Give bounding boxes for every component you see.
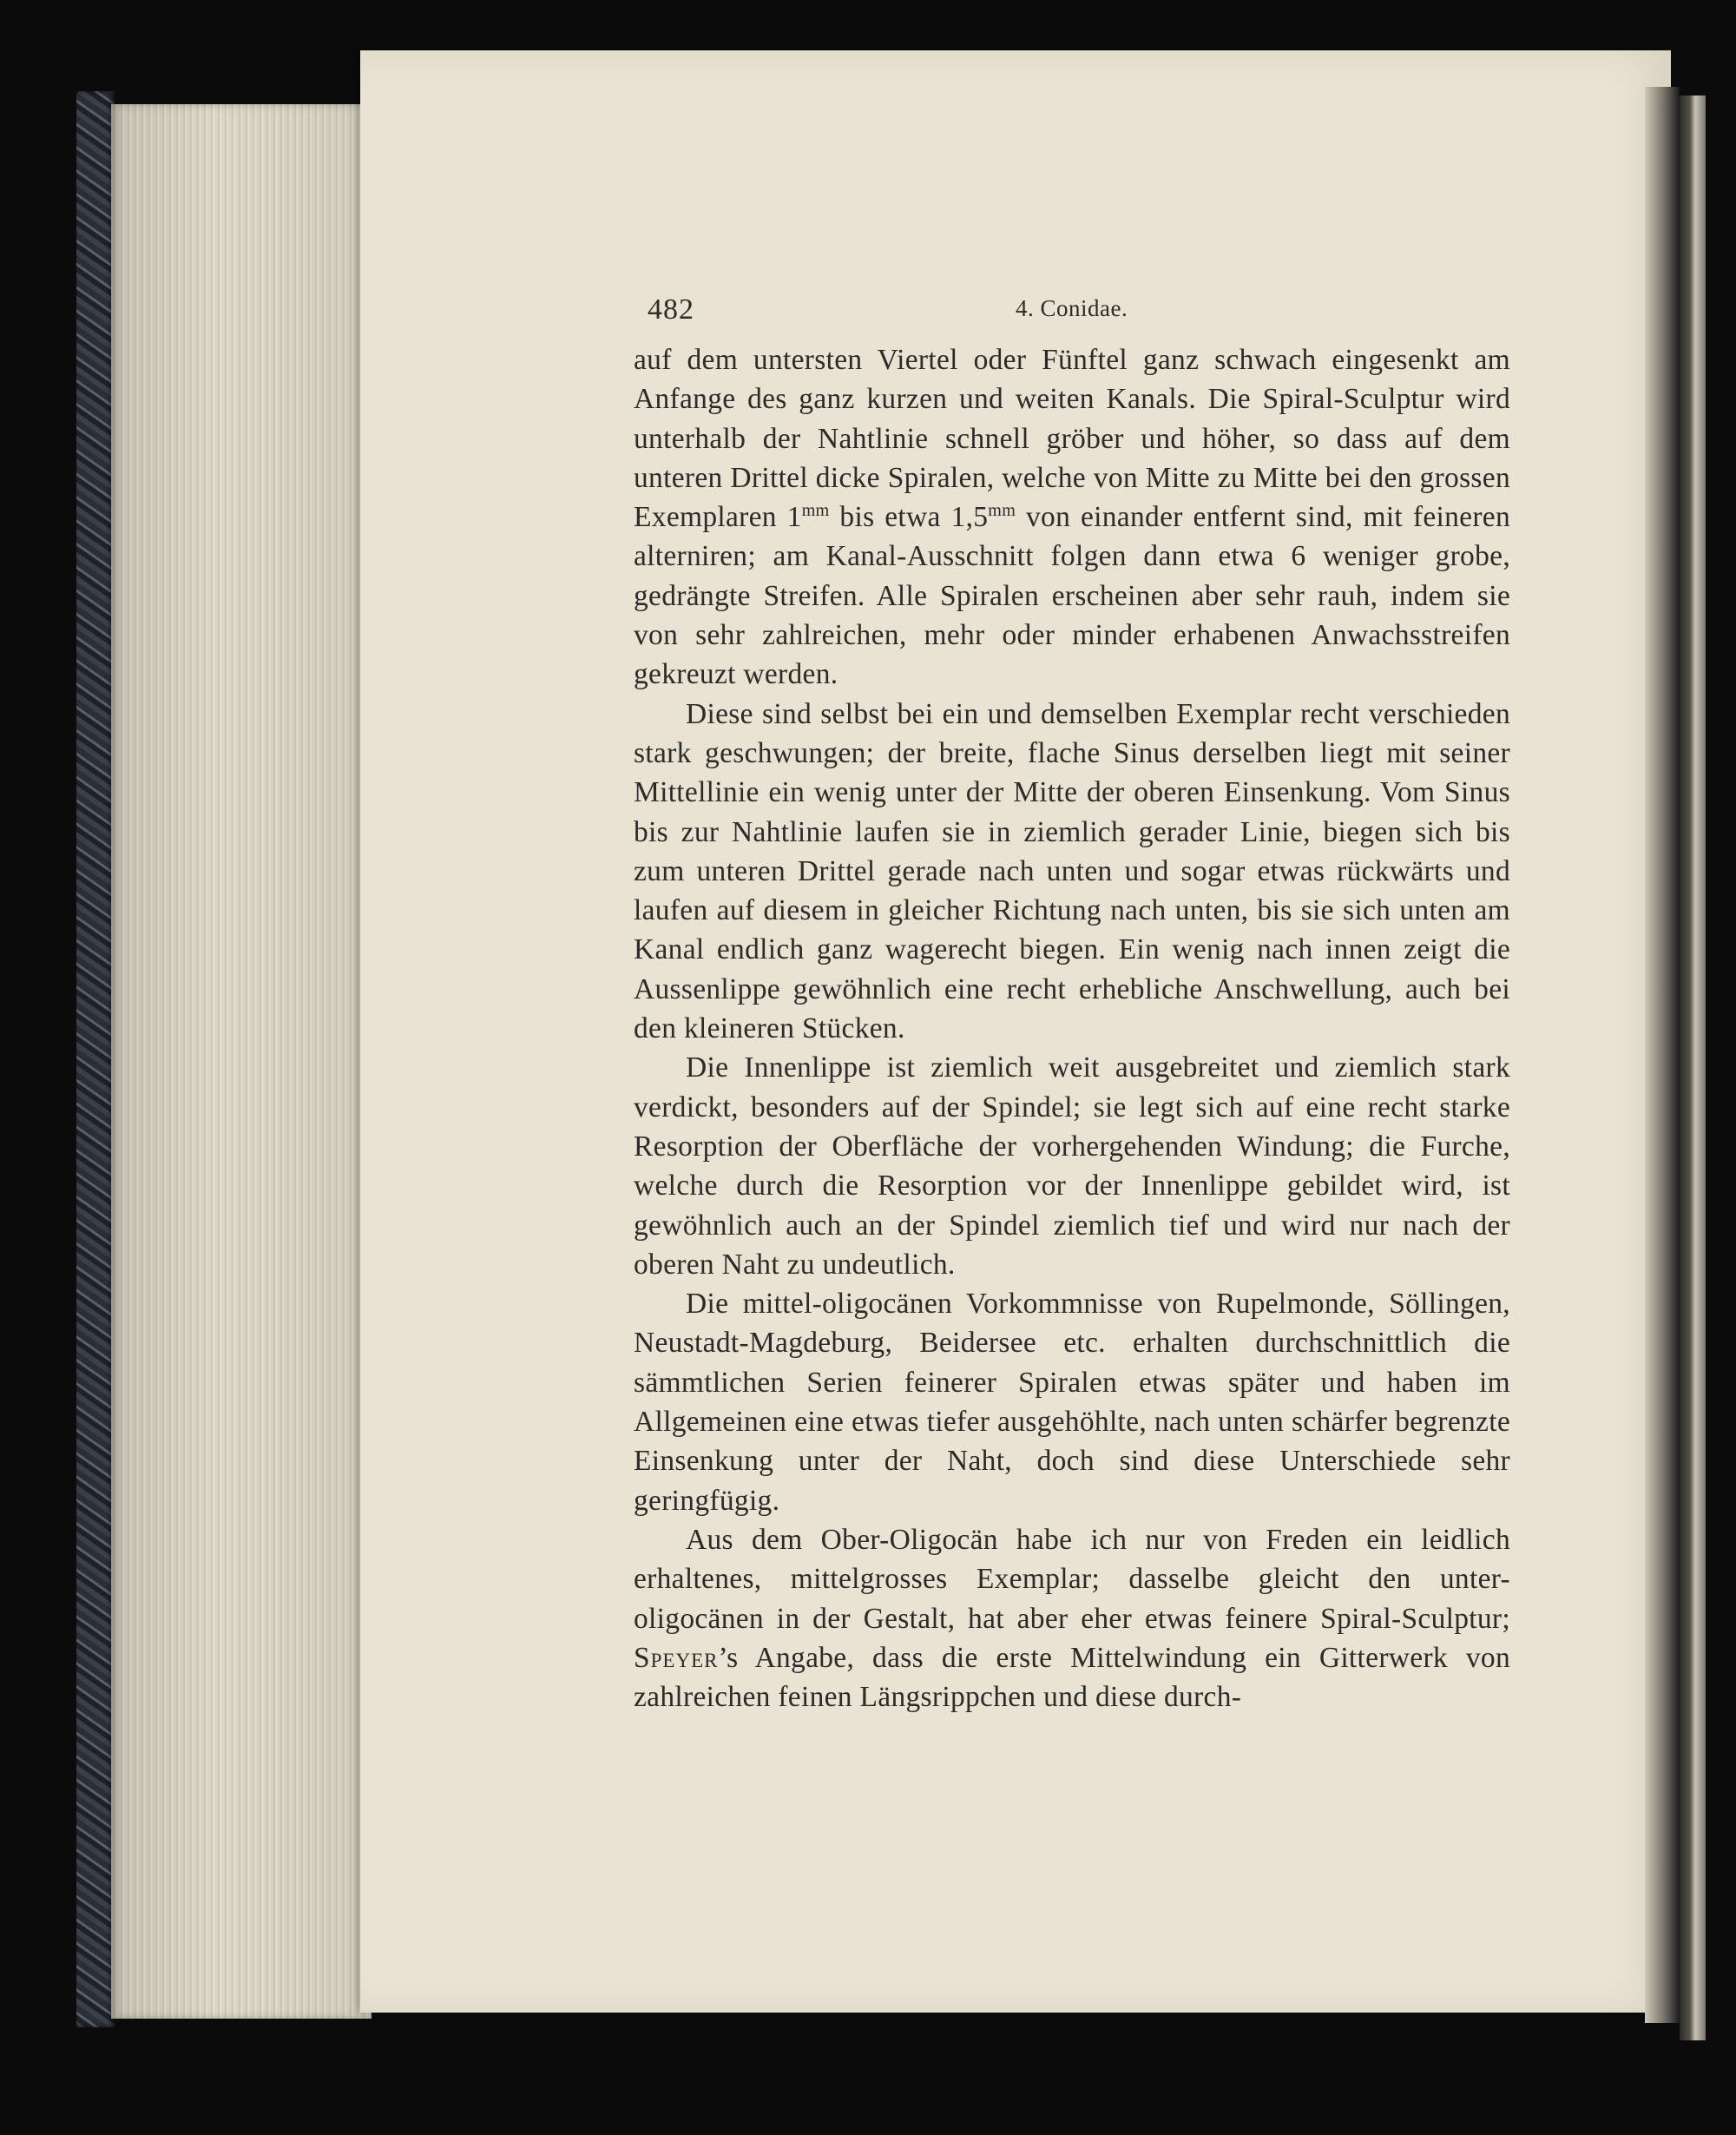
page-stack-shadow bbox=[111, 104, 372, 2019]
page-number: 482 bbox=[648, 293, 694, 326]
paragraph-5 bbox=[634, 1520, 1510, 1717]
paragraph-3: Die Innenlippe ist ziemlich weit ausgebreitet und ziemlich stark verdickt, besonders auf der Spindel; sie legt sich auf eine recht starke Resorption der Oberfläche der vorhergehenden Windung; die Furche, welche durch die Resorption vor der Innenlippe gebildet wird, ist gewöhnlich auch an der Spindel ziemlich tief und wird nur nach der oberen Naht zu undeutlich. bbox=[634, 1051, 1510, 1281]
paragraph-4: Die mittel-oligocänen Vorkommnisse von Rupelmonde, Söllingen, Neustadt-Magdeburg, Beidersee etc. erhalten durchschnittlich die sämmtlichen Serien feinerer Spiralen etwas später und haben im Allgemeinen eine etwas tiefer ausgehöhlte, nach unten schärfer begrenzte Einsenkung unter der Naht, doch sind diese Unterschiede sehr geringfügig. bbox=[634, 1288, 1510, 1517]
paragraph-5-text-a: Aus dem Ober-Oligocän habe ich nur von Freden ein leidlich erhaltenes, mittelgrosses Exemplar; dasselbe gleicht den unter-oligocänen in der Gestalt, hat aber eher etwas feinere Spiral-Sculptur; bbox=[634, 1523, 1510, 1635]
paragraph-2: Diese sind selbst bei ein und demselben Exemplar recht verschieden stark geschwungen; der breite, flache Sinus derselben liegt mit seiner Mittellinie ein wenig unter der Mitte der oberen Einsenkung. Vom Sinus bis zur Nahtlinie laufen sie in ziemlich gerader Linie, biegen sich bis zum unteren Drittel gerade nach unten und sogar etwas rückwärts und laufen auf diesem in gleicher Richtung nach unten, bis sie sich unten am Kanal endlich ganz wagerecht biegen. Ein wenig nach innen zeigt die Aussenlippe gewöhnlich eine recht erhebliche Anschwellung, auch bei den kleineren Stücken. bbox=[634, 697, 1510, 1045]
page-gutter bbox=[1645, 87, 1680, 2023]
paragraph-5-text-b: ’s Angabe, dass die erste Mittelwindung ein Gitterwerk von zahlreichen feinen Längsrippchen und diese durch- bbox=[634, 1641, 1510, 1714]
page-text-block bbox=[634, 293, 1510, 1717]
paragraph-1-text-a: auf dem untersten Viertel oder Fünftel ganz schwach eingesenkt am Anfange des ganz kurzen und weiten Kanals. Die Spiral-Sculptur wird unterhalb der Nahtlinie schnell gröber und höher, so dass auf dem unteren Drittel dicke Spiralen, welche von Mitte zu Mitte bei den grossen Exemplaren 1 bbox=[634, 344, 1510, 534]
paragraph-1-text-b: bis etwa 1,5 bbox=[829, 501, 989, 534]
facing-page-edge bbox=[1680, 96, 1706, 2040]
paragraph-1-text-c: von einander entfernt sind, mit feineren alterniren; am Kanal-Ausschnitt folgen dann etwa 6 weniger grobe, gedrängte Streifen. Alle Spiralen erscheinen aber sehr rauh, indem sie von sehr zahlreichen, mehr oder minder erhabenen Anwachsstreifen gekreuzt werden. bbox=[634, 501, 1510, 691]
author-name-smallcaps: Speyer bbox=[634, 1641, 719, 1674]
paragraph-1 bbox=[634, 340, 1510, 695]
unit-superscript-2: mm bbox=[988, 501, 1016, 521]
book-cover-edge bbox=[76, 91, 115, 2027]
running-head: 4. Conidae. bbox=[1016, 295, 1128, 321]
page-header bbox=[634, 293, 1510, 335]
unit-superscript-1: mm bbox=[801, 501, 830, 521]
